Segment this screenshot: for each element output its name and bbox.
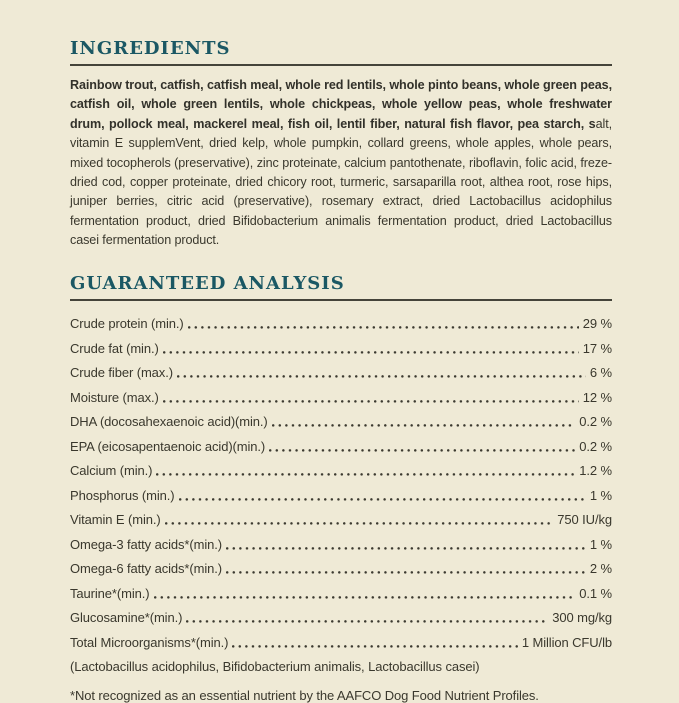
analysis-row-value: 1.2 %: [579, 463, 612, 479]
analysis-row-value: 0.1 %: [579, 585, 612, 601]
analysis-row: [70, 530, 612, 555]
analysis-table: [70, 310, 612, 653]
analysis-row: [70, 579, 612, 604]
analysis-row-label: Total Microorganisms*(min.): [70, 634, 229, 650]
ingredients-heading: INGREDIENTS: [70, 38, 231, 59]
analysis-row-value: 12 %: [582, 389, 612, 405]
analysis-row: [70, 310, 612, 335]
analysis-row-value: 1 %: [589, 487, 612, 503]
analysis-row: [70, 457, 612, 482]
dot-leader: [226, 547, 586, 550]
dot-leader: [226, 571, 586, 574]
dot-leader: [188, 326, 579, 329]
analysis-row-label: Crude fat (min.): [70, 340, 159, 356]
dot-leader: [179, 498, 586, 501]
dot-leader: [163, 351, 579, 354]
guaranteed-analysis-heading: GUARANTEED ANALYSIS: [70, 272, 345, 294]
dot-leader: [272, 424, 576, 427]
analysis-row-value: 1 Million CFU/lb: [521, 634, 612, 650]
analysis-row: [70, 432, 612, 457]
dot-leader: [177, 375, 586, 378]
dot-leader: [269, 449, 575, 452]
analysis-row: [70, 359, 612, 384]
analysis-row-label: Phosphorus (min.): [70, 487, 175, 503]
analysis-row-value: 6 %: [589, 365, 612, 381]
dot-leader: [186, 620, 548, 623]
analysis-row: [70, 628, 612, 653]
analysis-row-label: Calcium (min.): [70, 463, 153, 479]
analysis-row-label: Glucosamine*(min.): [70, 610, 183, 626]
microorganisms-note: (Lactobacillus acidophilus, Bifidobacterium animalis, Lactobacillus casei): [70, 658, 480, 674]
analysis-row-value: 17 %: [582, 340, 612, 356]
analysis-row-label: Vitamin E (min.): [70, 512, 161, 528]
analysis-row-value: 0.2 %: [579, 438, 612, 454]
analysis-row-label: Crude fiber (max.): [70, 365, 173, 381]
analysis-row-label: EPA (eicosapentaenoic acid)(min.): [70, 438, 266, 454]
analysis-row-label: Moisture (max.): [70, 389, 159, 405]
dot-leader: [156, 473, 575, 476]
analysis-row-value: 750 IU/kg: [557, 512, 612, 528]
aafco-footnote: *Not recognized as an essential nutrient by the AAFCO Dog Food Nutrient Profiles.: [70, 687, 539, 703]
dot-leader: [154, 596, 576, 599]
analysis-row-label: Taurine*(min.): [70, 585, 150, 601]
analysis-row: [70, 408, 612, 433]
ingredients-divider: [70, 64, 612, 66]
analysis-row: [70, 555, 612, 580]
ingredients-paragraph: [70, 76, 612, 251]
analysis-row-label: Omega-3 fatty acids*(min.): [70, 536, 223, 552]
ingredients-primary-text: Rainbow trout, catfish, catfish meal, whole red lentils, whole pinto beans, whole green peas, catfish oil, whole green lentils, whole chickpeas, whole yellow peas, whole freshwater drum, pollock meal, mackerel meal, fish oil, lentil fiber, natural fish flavor, pea starch, s: [70, 78, 612, 131]
guaranteed-analysis-divider: [70, 299, 612, 301]
analysis-row: [70, 334, 612, 359]
dot-leader: [163, 400, 579, 403]
ingredients-section: [70, 38, 612, 251]
analysis-row: [70, 506, 612, 531]
analysis-row-value: 2 %: [589, 561, 612, 577]
ingredients-secondary-text: alt, vitamin E supplemVent, dried kelp, whole pumpkin, collard greens, whole apples, whole pears, mixed tocopherols (preservative), zinc proteinate, calcium pantothenate, riboflavin, folic acid, freze-dried cod, copper proteinate, dried chicory root, turmeric, sarsaparilla root, althea root, rose hips, juniper berries, citric acid (preservative), rosemary extract, dried Lactobacillus acidophilus fermentation product, dried Bifidobacterium animalis fermentation product, dried Lactobacillus casei fermentation product.: [70, 116, 612, 248]
analysis-row-label: Omega-6 fatty acids*(min.): [70, 561, 223, 577]
analysis-row-label: DHA (docosahexaenoic acid)(min.): [70, 414, 268, 430]
analysis-row: [70, 604, 612, 629]
dot-leader: [232, 645, 517, 648]
analysis-row-value: 0.2 %: [579, 414, 612, 430]
dot-leader: [165, 522, 554, 525]
analysis-row-value: 300 mg/kg: [552, 610, 612, 626]
guaranteed-analysis-section: [70, 273, 612, 702]
analysis-row-value: 29 %: [582, 316, 612, 332]
analysis-row-label: Crude protein (min.): [70, 316, 184, 332]
analysis-row: [70, 383, 612, 408]
analysis-row-value: 1 %: [589, 536, 612, 552]
analysis-row: [70, 481, 612, 506]
